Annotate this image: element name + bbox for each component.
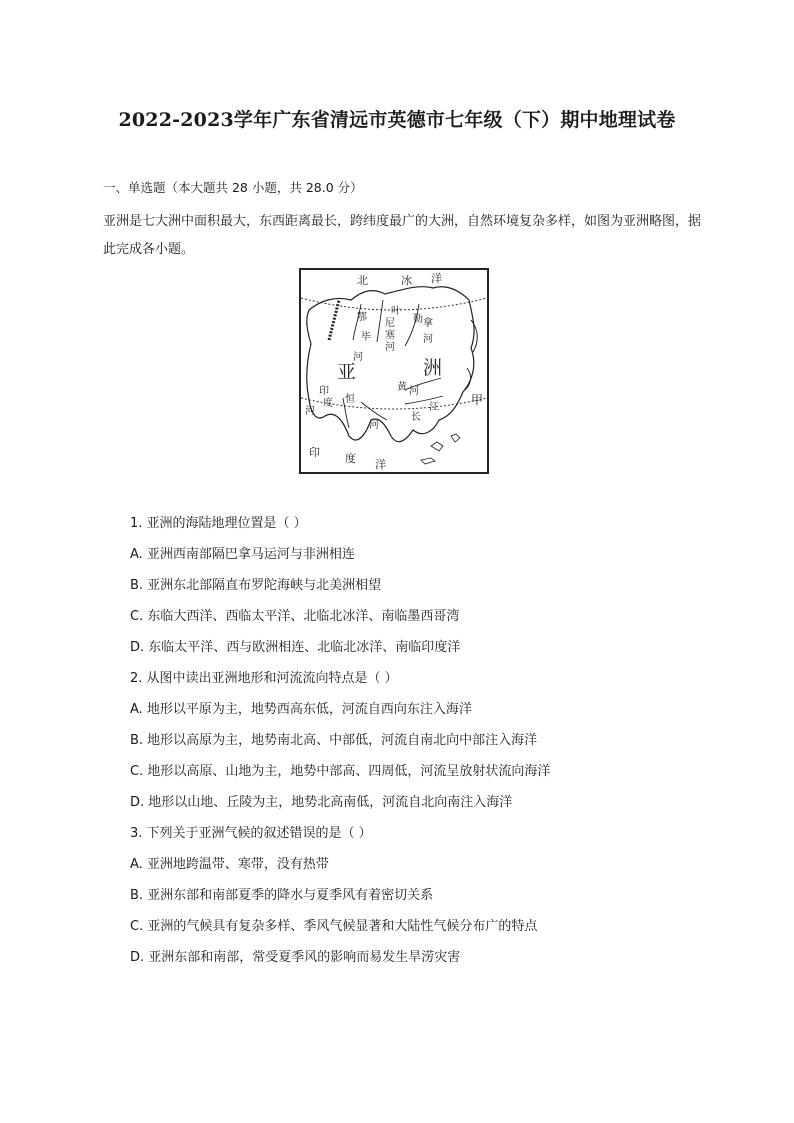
question-3-option-c[interactable]: C. 亚洲的气候具有复杂多样、季风气候显著和大陆性气候分布广的特点 [130, 919, 538, 934]
asia-map [301, 270, 487, 472]
map-label-le-3: 河 [423, 334, 433, 345]
question-3-option-a[interactable]: A. 亚洲地跨温带、寒带，没有热带 [130, 857, 329, 872]
map-label-chang-2: 江 [429, 402, 439, 413]
map-label-heng-1: 恒 [345, 394, 355, 405]
question-2-option-b[interactable]: B. 地形以高原为主，地势南北高、中部低，河流自南北向中部注入海洋 [130, 733, 538, 748]
question-3-stem: 3. 下列关于亚洲气候的叙述错误的是（ ） [130, 826, 372, 841]
lena-river [405, 304, 419, 346]
map-label-indian-ocean-2: 度 [345, 452, 356, 465]
map-label-le-1: 勒 [413, 314, 423, 325]
question-1-option-d[interactable]: D. 东临太平洋、西与欧洲相连、北临北冰洋、南临印度洋 [130, 640, 461, 655]
map-label-yin-2: 度 [323, 398, 333, 409]
question-1-option-a[interactable]: A. 亚洲西南部隔巴拿马运河与非洲相连 [130, 547, 355, 562]
map-label-ob-2: 毕 [361, 332, 371, 343]
map-label-bei: 北 [357, 274, 368, 287]
map-label-ya: 亚 [337, 361, 357, 383]
map-label-indian-ocean-3: 洋 [375, 458, 386, 471]
map-label-yang-north: 洋 [431, 272, 442, 285]
intro-paragraph: 亚洲是七大洲中面积最大，东西距离最长，跨纬度最广的大洲，自然环境复杂多样，如图为亚洲略图，据此完成各小题。 [103, 214, 702, 257]
map-label-huang-2: 河 [409, 386, 419, 397]
map-label-huang-1: 黄 [397, 382, 407, 393]
map-label-ye: 叶 [391, 306, 401, 317]
section-header: 一、单选题（本大题共 28 小题，共 28.0 分） [103, 180, 363, 195]
map-label-indus-he: 河 [305, 406, 315, 417]
map-label-ob-3: 河 [353, 352, 363, 363]
map-label-chang-1: 长 [411, 412, 421, 423]
question-3-option-d[interactable]: D. 亚洲东部和南部，常受夏季风的影响而易发生旱涝灾害 [130, 950, 461, 965]
question-2-stem: 2. 从图中读出亚洲地形和河流流向特点是（ ） [130, 671, 398, 686]
question-1-option-c[interactable]: C. 东临大西洋、西临太平洋、北临北冰洋、南临墨西哥湾 [130, 609, 460, 624]
map-label-bing: 冰 [401, 274, 412, 287]
asia-map-figure [299, 268, 489, 474]
yenisei-river [377, 300, 383, 342]
page-title: 2022-2023学年广东省清远市英德市七年级（下）期中地理试卷 [118, 109, 676, 131]
map-label-ob-1: 鄂 [357, 312, 367, 323]
question-2-option-a[interactable]: A. 地形以平原为主，地势西高东低，河流自西向东注入海洋 [130, 702, 472, 717]
question-3-option-b[interactable]: B. 亚洲东部和南部夏季的降水与夏季风有着密切关系 [130, 888, 434, 903]
map-label-yin-1: 印 [319, 386, 329, 397]
map-label-le-2: 拿 [423, 318, 433, 329]
question-1-stem: 1. 亚洲的海陆地理位置是（ ） [130, 516, 307, 531]
ganges-river [361, 402, 387, 420]
map-label-heng-2: 河 [369, 420, 379, 431]
map-label-zhou: 洲 [423, 357, 443, 379]
map-label-jia: 甲 [471, 393, 484, 407]
ural-mountains [329, 300, 339, 340]
map-label-ni: 尼 [385, 318, 395, 329]
map-label-indian-ocean-1: 印 [309, 446, 320, 459]
question-2-option-c[interactable]: C. 地形以高原、山地为主，地势中部高、四周低，河流呈放射状流向海洋 [130, 764, 551, 779]
map-label-sai: 塞 [385, 330, 395, 341]
question-list [130, 514, 710, 979]
japan-islands [465, 368, 471, 390]
southeast-islands [421, 434, 460, 464]
question-1-option-b[interactable]: B. 亚洲东北部隔直布罗陀海峡与北美洲相望 [130, 578, 382, 593]
question-2-option-d[interactable]: D. 地形以山地、丘陵为主，地势北高南低，河流自北向南注入海洋 [130, 795, 513, 810]
map-label-ye-he: 河 [385, 342, 395, 353]
